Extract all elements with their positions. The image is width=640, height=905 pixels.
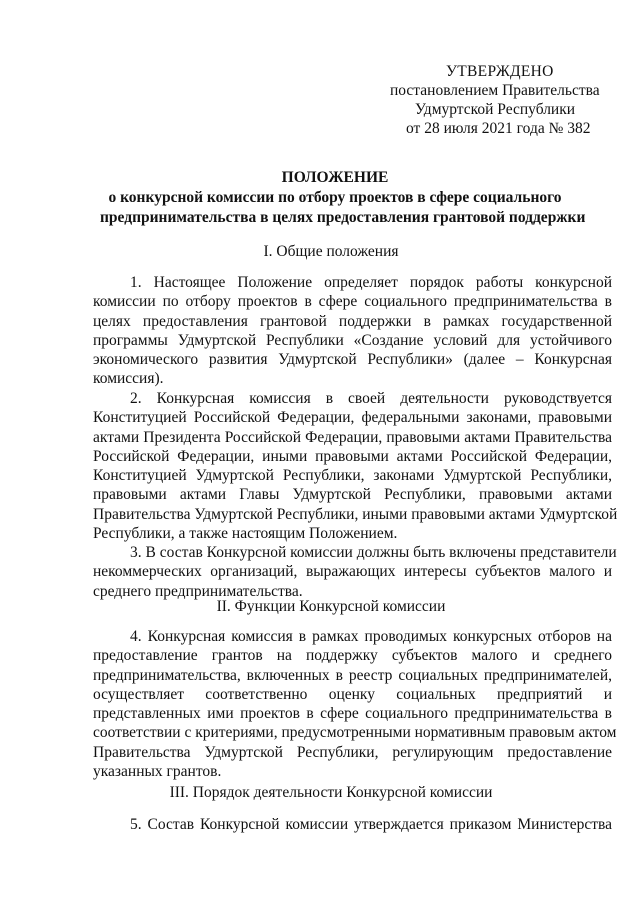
paragraph-line: 1. Настоящее Положение определяет порядок работы конкурсной — [130, 274, 612, 291]
approval-heading: УТВЕРЖДЕНО — [446, 63, 554, 80]
paragraph-line: правовыми актами Главы Удмуртской Республики, правовыми актами — [93, 486, 612, 504]
paragraph-line: 4. Конкурсная комиссия в рамках проводимых конкурсных отборов на — [130, 628, 612, 645]
paragraph-line: целях предоставления грантовой поддержки в рамках государственной — [93, 312, 612, 330]
paragraph-line: комиссии по отбору проектов в сфере социального предпринимательства в — [93, 293, 612, 311]
document-title — [100, 168, 586, 228]
title-subject-line: о конкурсной комиссии по отбору проектов в сфере социального — [108, 189, 562, 206]
approval-stamp — [390, 62, 620, 138]
paragraph-line: 3. В состав Конкурсной комиссии должны быть включены представители — [130, 544, 617, 561]
paragraph-line: указанных грантов. — [93, 763, 222, 781]
paragraph-line: некоммерческих организаций, выражающих интересы субъектов малого и — [93, 563, 612, 581]
section-heading-general: I. Общие положения — [263, 243, 399, 260]
paragraph-line: осуществляет соответственно оценку социальных предприятий и — [93, 685, 612, 703]
paragraph-line: Республики, а также настоящим Положением. — [93, 525, 398, 543]
paragraph-5 — [93, 815, 612, 834]
paragraph-line: Российской Федерации, иными правовыми актами Российской Федерации, — [93, 447, 612, 465]
paragraph-line: Конституцией Российской Федерации, федеральными законами, правовыми — [93, 409, 612, 427]
paragraph-line: Правительства Удмуртской Республики, иными правовыми актами Удмуртской — [93, 505, 618, 523]
paragraph-line: предоставление грантов на поддержку субъектов малого и среднего — [93, 647, 612, 665]
title-subject-line: предпринимательства в целях предоставления грантовой поддержки — [100, 209, 586, 226]
approval-date-line: от 28 июля 2021 года № 382 — [406, 120, 591, 137]
paragraph-line: соответствии с критериями, предусмотренными нормативным правовым актом — [93, 724, 617, 742]
paragraph-line: экономического развития Удмуртской Республики» (далее – Конкурсная — [93, 351, 612, 369]
paragraph-line: представленных ими проектов в сфере социального предпринимательства в — [93, 705, 612, 723]
paragraph-line: среднего предпринимательства. — [93, 582, 303, 600]
approval-line: постановлением Правительства — [390, 82, 600, 99]
paragraph-line: Конституцией Удмуртской Республики, законами Удмуртской Республики, — [93, 467, 612, 485]
section-heading-functions: II. Функции Конкурсной комиссии — [216, 598, 446, 615]
title-word: ПОЛОЖЕНИЕ — [281, 169, 389, 186]
paragraph-line: актами Президента Российской Федерации, правовыми актами Правительства — [93, 428, 612, 446]
paragraph-line: 5. Состав Конкурсной комиссии утверждается приказом Министерства — [130, 816, 612, 833]
paragraph-3 — [93, 543, 617, 601]
section-heading-procedure: III. Порядок деятельности Конкурсной комиссии — [169, 784, 493, 801]
paragraph-2 — [93, 389, 618, 543]
paragraph-1 — [93, 273, 612, 389]
approval-line: Удмуртской Республики — [415, 101, 576, 118]
paragraph-line: комиссия). — [93, 370, 164, 388]
paragraph-line: 2. Конкурсная комиссия в своей деятельности руководствуется — [130, 390, 612, 407]
paragraph-4 — [93, 627, 617, 781]
paragraph-line: предпринимательства, включенных в реестр социальных предпринимателей, — [93, 666, 612, 684]
paragraph-line: Правительства Удмуртской Республики, регулирующим предоставление — [93, 743, 612, 761]
paragraph-line: программы Удмуртской Республики «Создание условий для устойчивого — [93, 331, 612, 349]
